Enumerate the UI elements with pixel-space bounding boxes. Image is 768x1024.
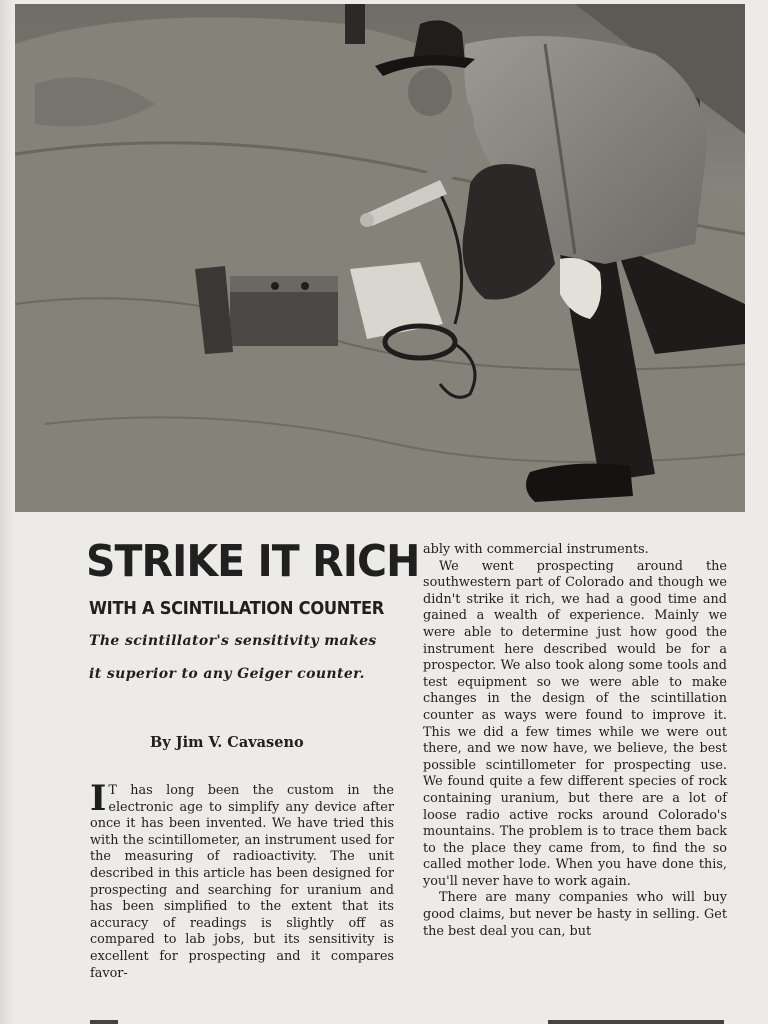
prospector-photo	[15, 4, 745, 512]
deck-line-2: it superior to any Geiger counter.	[89, 666, 365, 682]
running-footer-cropped	[548, 1015, 728, 1024]
page-edge	[0, 0, 14, 1024]
opening-paragraph-text: T has long been the custom in the electronic age to simplify any device after once it has been invented. We have tried this with the scintillometer, an instrument used for the measuring of radioactivity. The unit described in this article has been designed for prospecting and searching for uranium and has been simplified to the extent that its accuracy of readings is slightly off as compared to lab jobs, but its sensitivity is excellent for prospecting and it compares favor-	[90, 783, 394, 981]
right-column	[423, 542, 727, 940]
right-paragraph-3: There are many companies who will buy good claims, but never be hasty in selling. Get the best deal you can, but	[423, 890, 727, 939]
opening-paragraph	[90, 778, 394, 982]
photo-illustration	[15, 4, 745, 512]
article-headline: STRIKE IT RICH	[86, 536, 420, 587]
right-paragraph-2: We went prospecting around the southwestern part of Colorado and though we didn't strike it rich, we had a good time and gained a wealth of experience. Mainly we were able to determine just how good the instrument here described would be for a prospector. We also took along some tools and test equipment so we were able to make changes in the design of the scintillation counter as ways were found to improve it. This we did a few times while we were out there, and we now have, we believe, the best possible scintillometer for prospecting use. We found quite a few different species of rock containing uranium, but there are a lot of loose radio active rocks around Colorado's mountains. The problem is to trace them back to the place they came from, to find the so called mother lode. When you have done this, you'll never have to work again.	[423, 558, 727, 889]
page-number-cropped	[90, 1015, 122, 1024]
article-deck	[89, 630, 394, 686]
drop-cap: I	[90, 778, 107, 819]
article-byline: By Jim V. Cavaseno	[150, 734, 304, 751]
right-paragraph-1: ably with commercial instruments.	[423, 542, 649, 557]
left-column	[90, 778, 394, 982]
deck-line-1: The scintillator's sensitivity makes	[89, 633, 377, 649]
article-subheadline: WITH A SCINTILLATION COUNTER	[89, 599, 385, 619]
